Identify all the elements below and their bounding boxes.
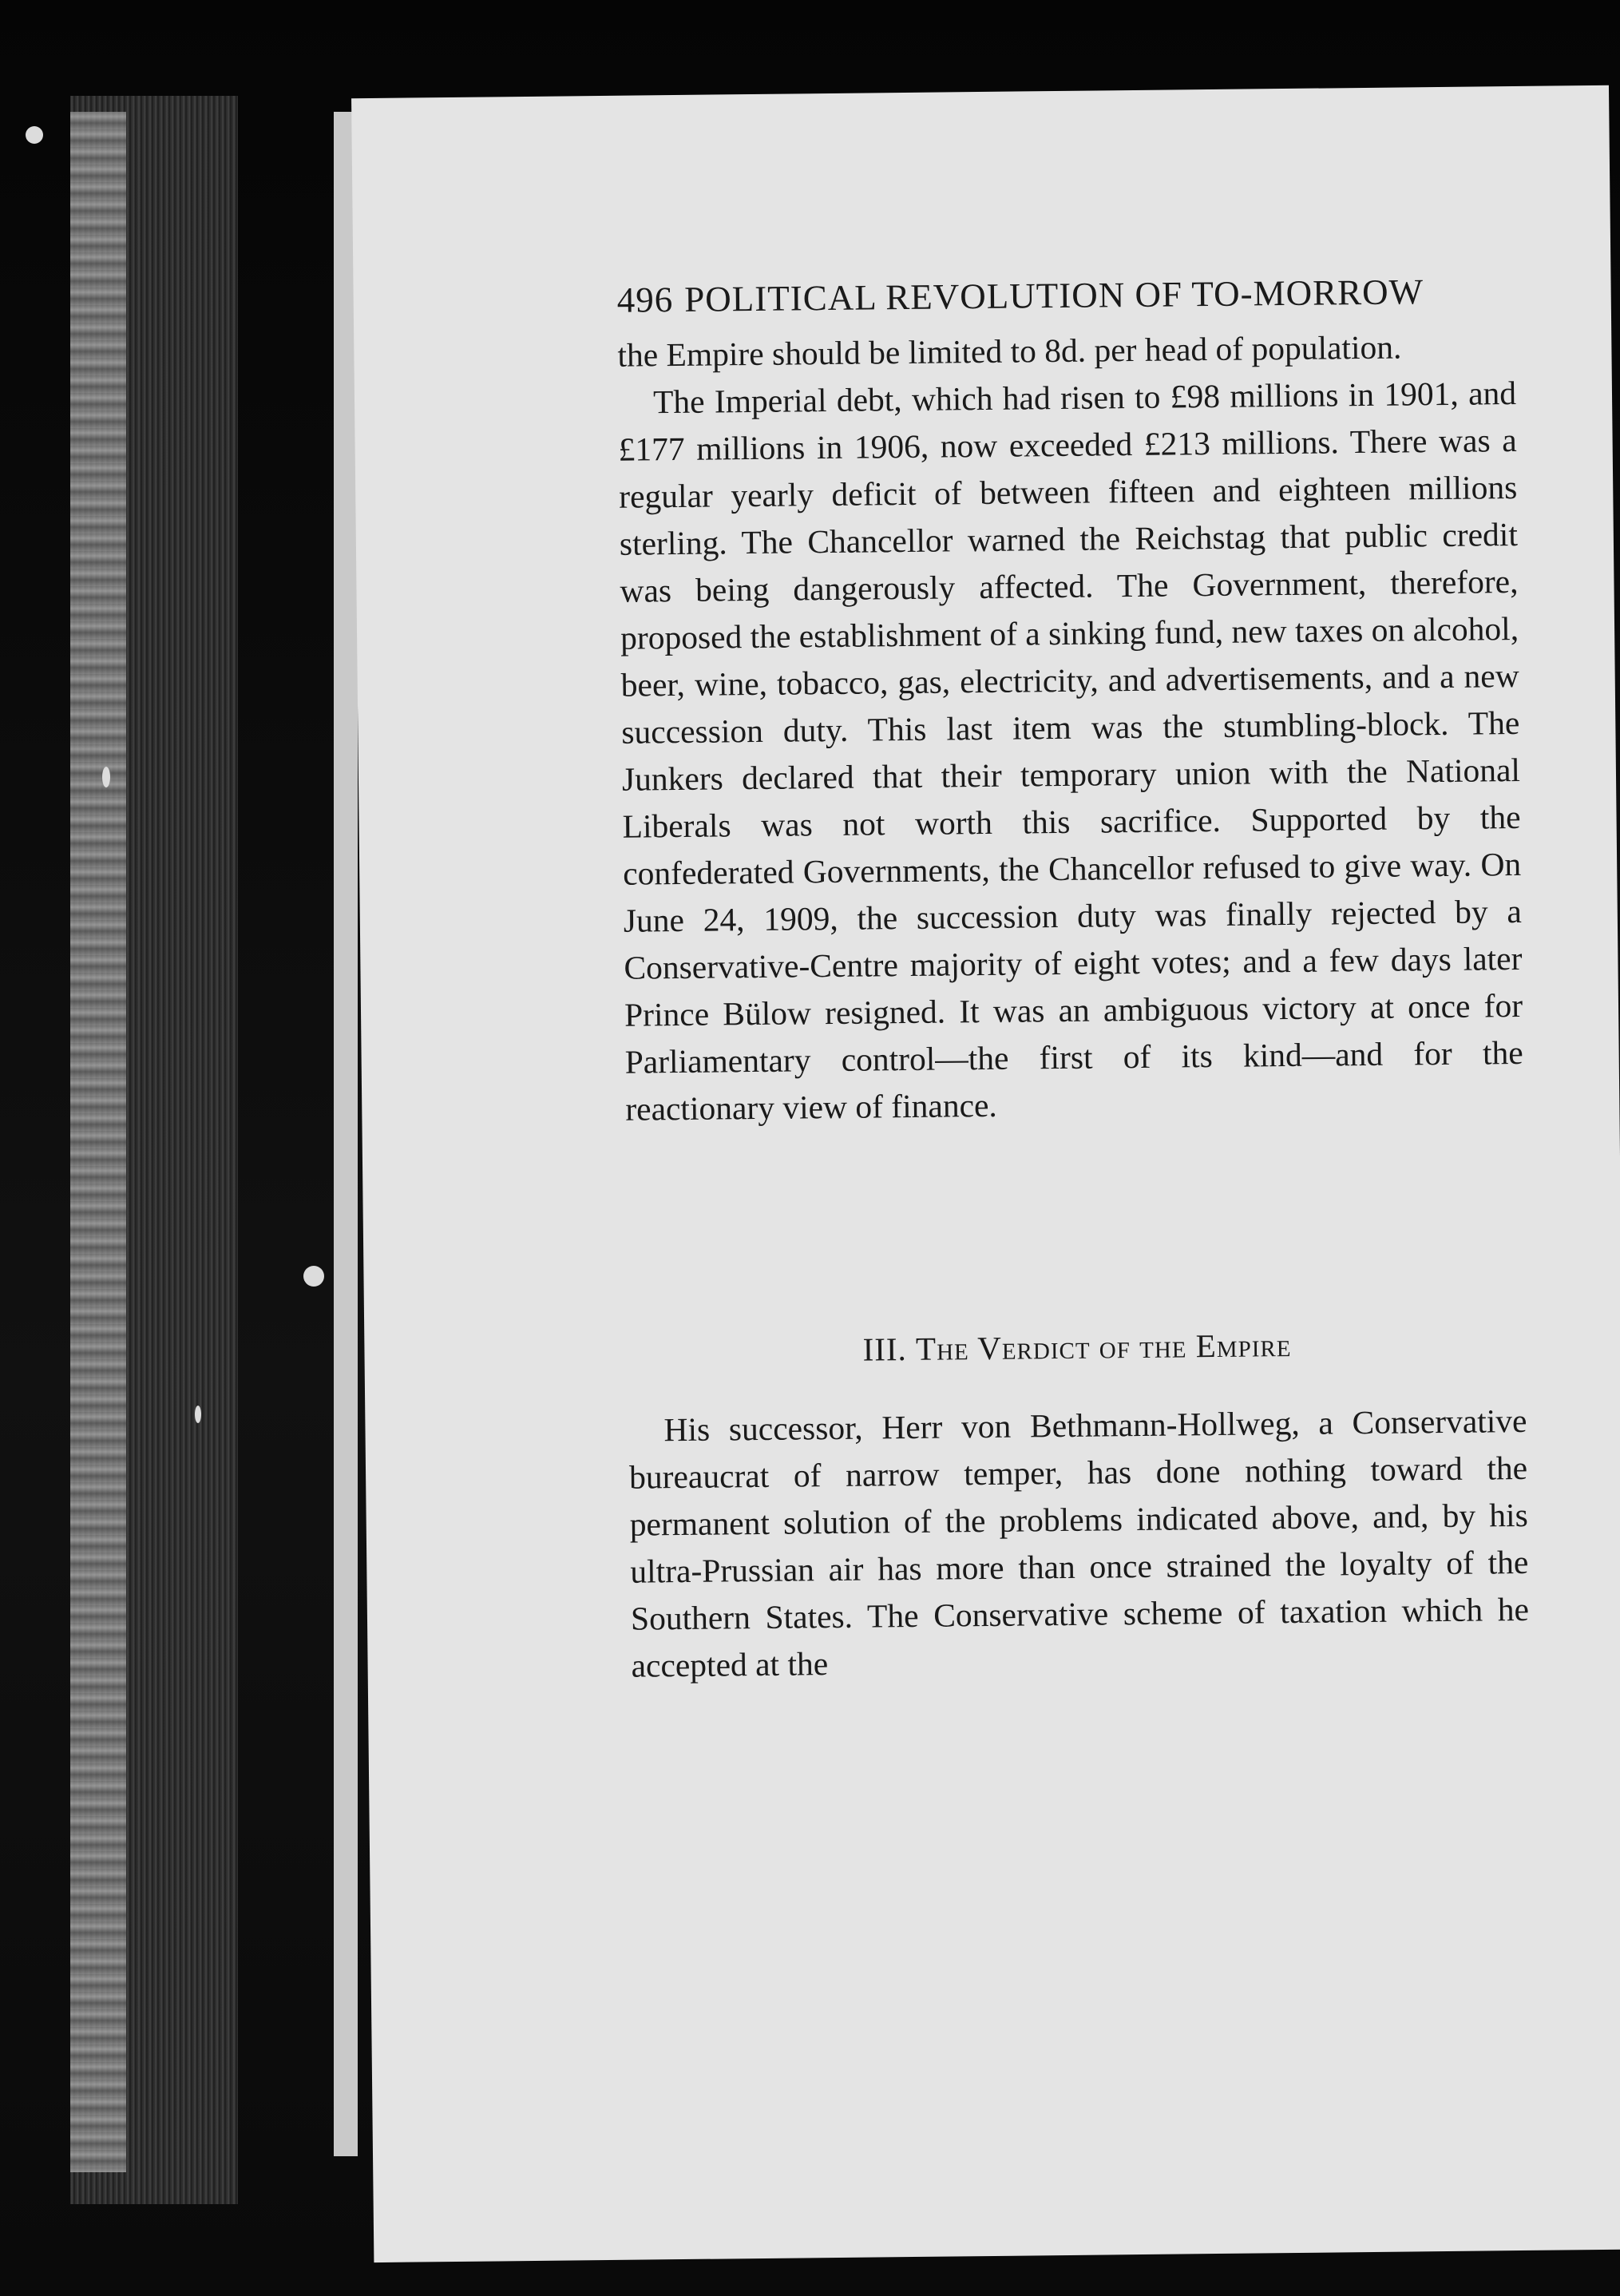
- paragraph-imperial-debt: The Imperial debt, which had risen to £98 millions in 1901, and £177 millions in 1906, now exceeded £213 millions. There was a regular yearly deficit of between fifteen and eighteen millions sterling. The Chancellor warned the Reichstag that public credit was being dangerously affected. The Government, therefore, proposed the establishment of a sinking fund, new taxes on alcohol, beer, wine, tobacco, gas, electricity, and advertisements, and a new succession duty. This last item was the stumbling-block. The Junkers declared that their temporary union with the National Liberals was not worth this sacrifice. Supported by the confederated Governments, the Chancellor refused to give way. On June 24, 1909, the succession duty was finally rejected by a Conservative-Centre majority of eight votes; and a few days later Prince Bülow resigned. It was an ambiguous victory at once for Parliamentary control—the first of its kind—and for the reactionary view of finance.: [618, 374, 1523, 1128]
- running-head-title: POLITICAL REVOLUTION OF TO-MORROW: [683, 272, 1424, 319]
- book-page: [351, 85, 1620, 2262]
- book-spine-highlight: [70, 112, 126, 2172]
- paragraph-successor: His successor, Herr von Bethmann-Hollweg, a Conservative bureaucrat of narrow temper, has done nothing toward the permanent solution of the problems indicated above, and, by his ultra-Prussian air has more than once strained the loyalty of the Southern States. The Conservative scheme of taxation which he accepted at the: [628, 1402, 1530, 1684]
- section-number: III.: [862, 1330, 908, 1368]
- paragraph-continuation: the Empire should be limited to 8d. per head of population.: [617, 328, 1402, 374]
- running-head: [616, 270, 1515, 321]
- page-number: 496: [616, 280, 674, 320]
- section-heading: [628, 1323, 1526, 1371]
- page-content: [616, 270, 1529, 1690]
- section-title: The Verdict of the Empire: [915, 1326, 1292, 1367]
